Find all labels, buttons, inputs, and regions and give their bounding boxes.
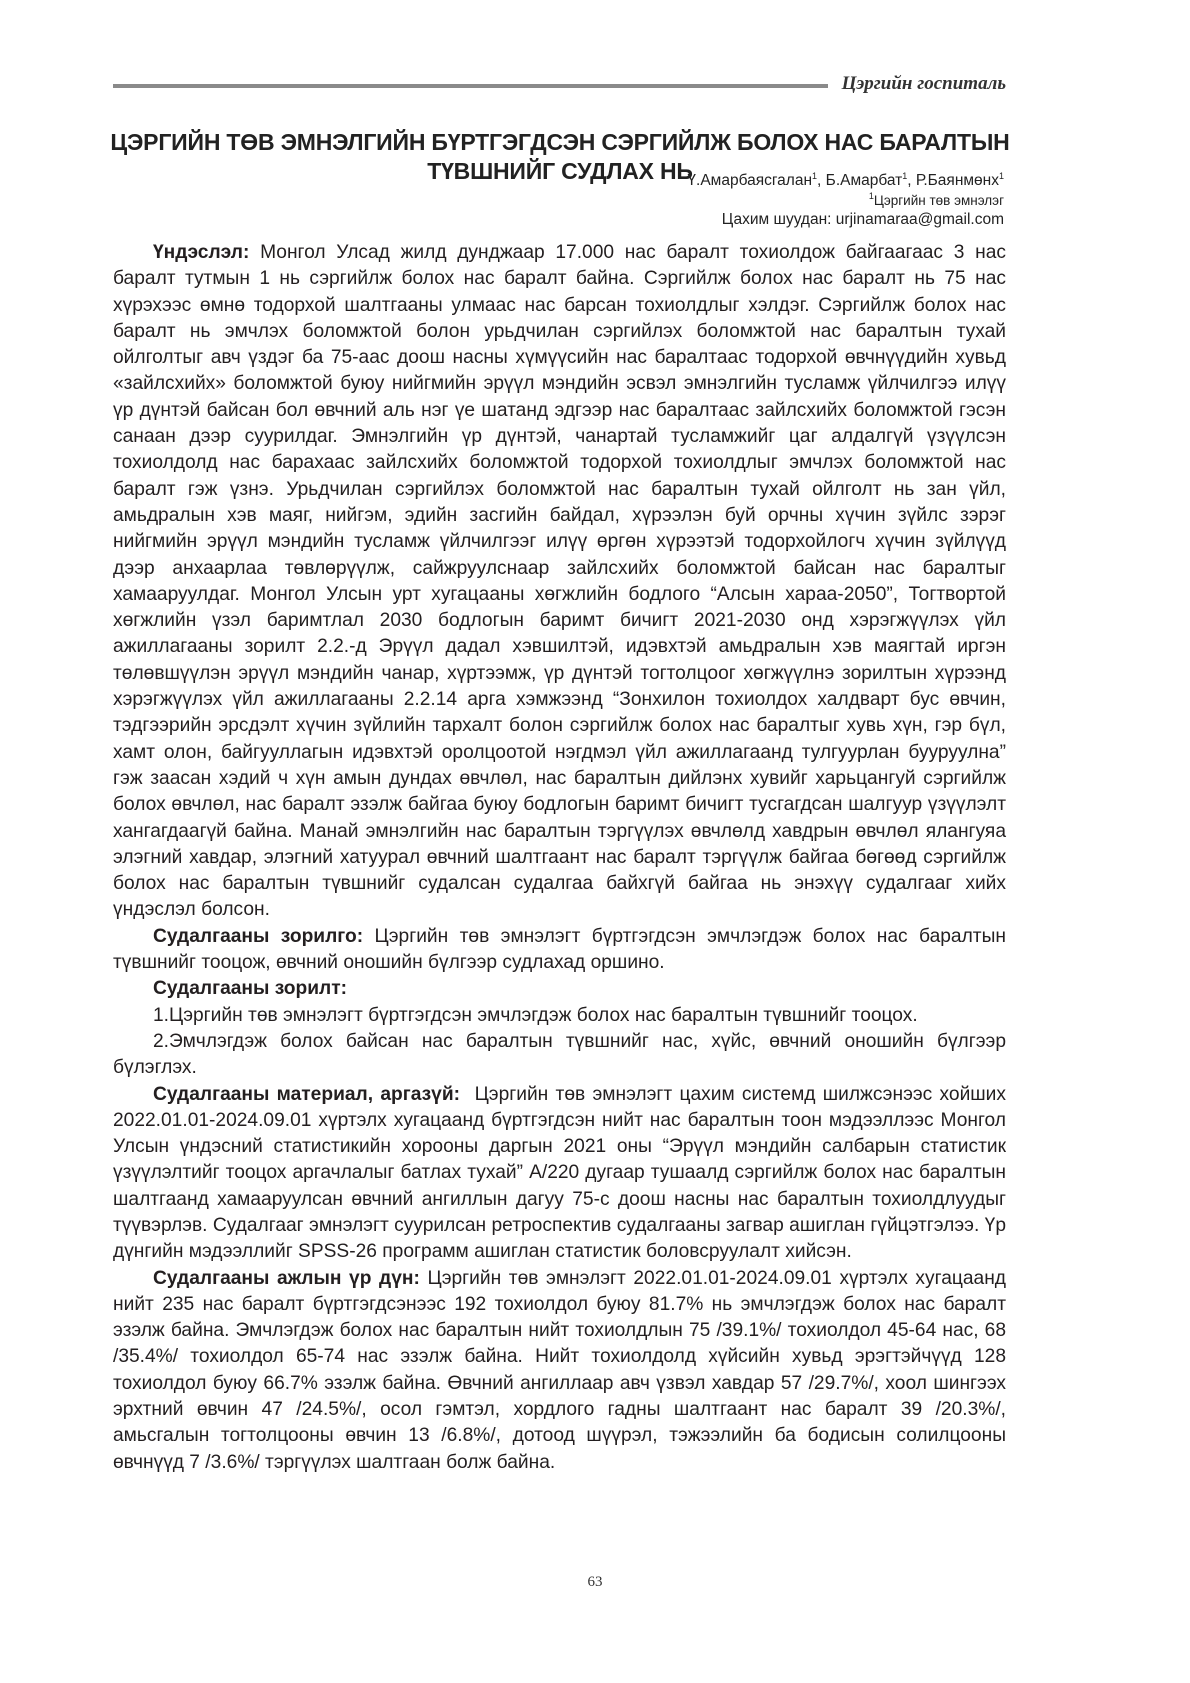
objective-item xyxy=(113,1029,1006,1082)
affiliation xyxy=(687,191,1004,210)
aim-text: Цэргийн төв эмнэлэгт бүртгэгдсэн эмчлэгдэж болох нас баралтын түвшнийг тооцож, өвчний оношийн бүлгээр судлахад оршино. xyxy=(113,925,1006,974)
page-number: 63 xyxy=(587,1574,603,1590)
objectives-heading: Судалгааны зорилт: xyxy=(153,978,348,1000)
author-name: Б.Амарбат xyxy=(825,172,903,189)
email-line xyxy=(687,210,1004,230)
journal-name: Цэргийн госпиталь xyxy=(841,73,1006,94)
objective-number: 1. xyxy=(153,1004,170,1026)
methods-heading: Судалгааны материал, аргазүй: xyxy=(153,1083,461,1105)
objective-item xyxy=(113,1003,1006,1029)
objectives-heading-paragraph xyxy=(113,976,1006,1002)
objective-text: Цэргийн төв эмнэлэгт бүртгэгдсэн эмчлэгдэж болох нас баралтын түвшнийг тооцох. xyxy=(169,1004,918,1026)
aim-heading: Судалгааны зорилго: xyxy=(153,925,364,947)
aim-paragraph xyxy=(113,924,1006,977)
objective-text: Эмчлэгдэж болох байсан нас баралтын түвшнийг нас, хүйс, өвчний оношийн бүлгээр бүлэглэх. xyxy=(113,1030,1006,1079)
header-rule xyxy=(113,84,828,88)
results-heading: Судалгааны ажлын үр дүн: xyxy=(153,1267,420,1289)
background-text: Монгол Улсад жилд дунджаар 17.000 нас баралт тохиолдож байгаагаас 3 нас баралт тутмын 1 нь сэргийлж болох нас баралт байна. Сэргийлж болох нас баралт нь 75 нас хүрэхээс өмнө тодорхой шалтгааны улмаас нас барсан тохиолдлыг хэлдэг. Сэргийлж болох нас баралт нь эмчлэх боломжтой болон урьдчилан сэргийлэх боломжтой нас баралтын тухай ойлголтыг авч үздэг ба 75-аас доош насны хүмүүсийн нас баралтаас тодорхой өвчнүүдийн хувьд «зайлсхийх» боломжтой буюу нийгмийн эрүүл мэндийн эсвэл эмнэлгийн тусламж үйлчилгээ илүү үр дүнтэй байсан бол өвчний аль нэг үе шатанд эдгээр нас баралтаас зайлсхийх боломжтой гэсэн санаан дээр суурилдаг. Эмнэлгийн үр дүнтэй, чанартай тусламжийг цаг алдалгүй үзүүлсэн тохиолдолд нас барахаас зайлсхийх боломжтой тодорхой тохиолдлыг эмчлэх боломжтой нас баралт гэж үзнэ. Урьдчилан сэргийлэх боломжтой нас баралтын тухай ойлголт нь зан үйл, амьдралын хэв маяг, нийгэм, эдийн засгийн байдал, хүрээлэн буй орчны хүчин зүйлс зэрэг нийгмийн эрүүл мэндийн тусламж үйлчилгээг илүү өргөн хүрээтэй тодорхойлогч хүчин зүйлүүд дээр анхаарлаа төвлөрүүлж, сайжруулснаар зайлсхийх боломжтой байсан нас баралтыг хамааруулдаг. Монгол Улсын урт хугацааны хөгжлийн бодлого “Алсын хараа-2050”, Тогтвортой хөгжлийн үзэл баримтлал 2030 бодлогын баримт бичигт 2021-2030 онд хэрэгжүүлэх үйл ажиллагааны зорилт 2.2.-д Эрүүл дадал хэвшилтэй, идэвхтэй амьдралын хэв маягтай иргэн төлөвшүүлэн эрүүл мэндийн чанар, хүртээмж, үр дүнтэй тогтолцоог хөгжүүлнэ зорилтын хүрээнд хэрэгжүүлэх үйл ажиллагааны 2.2.14 арга хэмжээнд “Зонхилон тохиолдох халдварт бус өвчин, тэдгээрийн эрсдэлт хүчин зүйлийн тархалт болон сэргийлж болох нас баралтыг хувь хүн, гэр бүл, хамт олон, байгууллагын идэвхтэй оролцоотой нэгдмэл үйл ажиллагаанд тулгуурлан бууруулна” гэж заасан хэдий ч хүн амын дундах өвчлөл, нас баралтын дийлэнх хувийг харьцангуй сэргийлж болох өвчлөл, нас баралт эзэлж байгаа буюу бодлогын баримт бичигт тусгагдсан шалгуур үзүүлэлт хангагдаагүй байна. Манай эмнэлгийн нас баралтын тэргүүлэх өвчлөлд хавдрын өвчлөл ялангуяа элэгний хавдар, элэгний хатуурал өвчний шалтгаант нас баралт тэргүүлж байгаа бөгөөд сэргийлж болох нас баралтын түвшнийг судалсан судалгаа байхгүй байгаа нь энэхүү судалгааг хийх үндэслэл болсон. xyxy=(113,242,1006,921)
author-name: Р.Баянмөнх xyxy=(915,172,999,189)
email-label: Цахим шуудан: xyxy=(721,211,832,228)
author-name: Ү.Амарбаясгалан xyxy=(687,172,813,189)
affiliation-mark: 1 xyxy=(812,171,818,181)
authors-block xyxy=(687,171,1004,230)
objective-number: 2. xyxy=(153,1030,170,1052)
article-body xyxy=(113,240,1006,1476)
running-header xyxy=(113,74,1006,94)
author-list: Ү.Амарбаясгалан$^1$, Б.Амарбат$^1$, Р.Баянмөнх$^1$ xyxy=(687,171,1004,189)
affiliation-mark: 1 xyxy=(998,171,1004,181)
background-heading: Үндэслэл: xyxy=(153,242,250,263)
affiliation-mark: 1 xyxy=(868,191,874,201)
background-paragraph xyxy=(113,240,1006,924)
methods-text: Цэргийн төв эмнэлэгт цахим системд шилжсэнээс хойших 2022.01.01-2024.09.01 хүртэлх хугацаанд бүртгэгдсэн нийт нас баралтын тоон мэдээллээс Монгол Улсын үндэсний статистикийн хорооны даргын 2021 оны “Эрүүл мэндийн салбарын статистик үзүүлэлтийг тооцох аргачлалыг батлах тухай” А/220 дугаар тушаалд сэргийлж болох нас баралтын шалтгаанд хамааруулсан өвчний ангиллын дагуу 75-с доош насны нас баралтын тохиолдлуудыг түүвэрлэв. Судалгааг эмнэлэгт суурилсан ретроспектив судалгааны загвар ашиглан гүйцэтгэлээ. Үр дүнгийн мэдээллийг SPSS-26 программ ашиглан статистик боловсруулалт хийсэн. xyxy=(113,1083,1006,1263)
results-paragraph xyxy=(113,1266,1006,1476)
affiliation-mark: 1 xyxy=(902,171,908,181)
results-text: Цэргийн төв эмнэлэгт 2022.01.01-2024.09.01 хүртэлх хугацаанд нийт 235 нас баралт бүртгэгдсэнээс 192 тохиолдол буюу 81.7% нь эмчлэгдэж болох нас баралт эзэлж байна. Эмчлэгдэж болох нас баралтын нийт тохиолдлын 75 /39.1%/ тохиолдол 45-64 нас, 68 /35.4%/ тохиолдол 65-74 нас эзэлж байна. Нийт тохиолдолд хүйсийн хувьд эрэгтэйчүүд 128 тохиолдол буюу 66.7% эзэлж байна. Өвчний ангиллаар авч үзвэл хавдар 57 /29.7%/, хоол шингээх эрхтний өвчин 47 /24.5%/, осол гэмтэл, хордлого гадны шалтгаант нас баралт 39 /20.3%/, амьсгалын тогтолцооны өвчин 13 /6.8%/, дотоод шүүрэл, тэжээлийн ба бодисын солилцооны өвчнүүд 7 /3.6%/ тэргүүлэх шалтгаан болж байна. xyxy=(113,1267,1006,1473)
affiliation-name: Цэргийн төв эмнэлэг xyxy=(873,193,1004,208)
article-title: ЦЭРГИЙН ТӨВ ЭМНЭЛГИЙН БҮРТГЭГДСЭН СЭРГИЙЛЖ БОЛОХ НАС БАРАЛТЫН ТҮВШНИЙГ СУДЛАХ НЬ xyxy=(110,129,1010,185)
email-address[interactable]: urjinamaraa@gmail.com xyxy=(835,211,1004,228)
methods-paragraph xyxy=(113,1082,1006,1266)
